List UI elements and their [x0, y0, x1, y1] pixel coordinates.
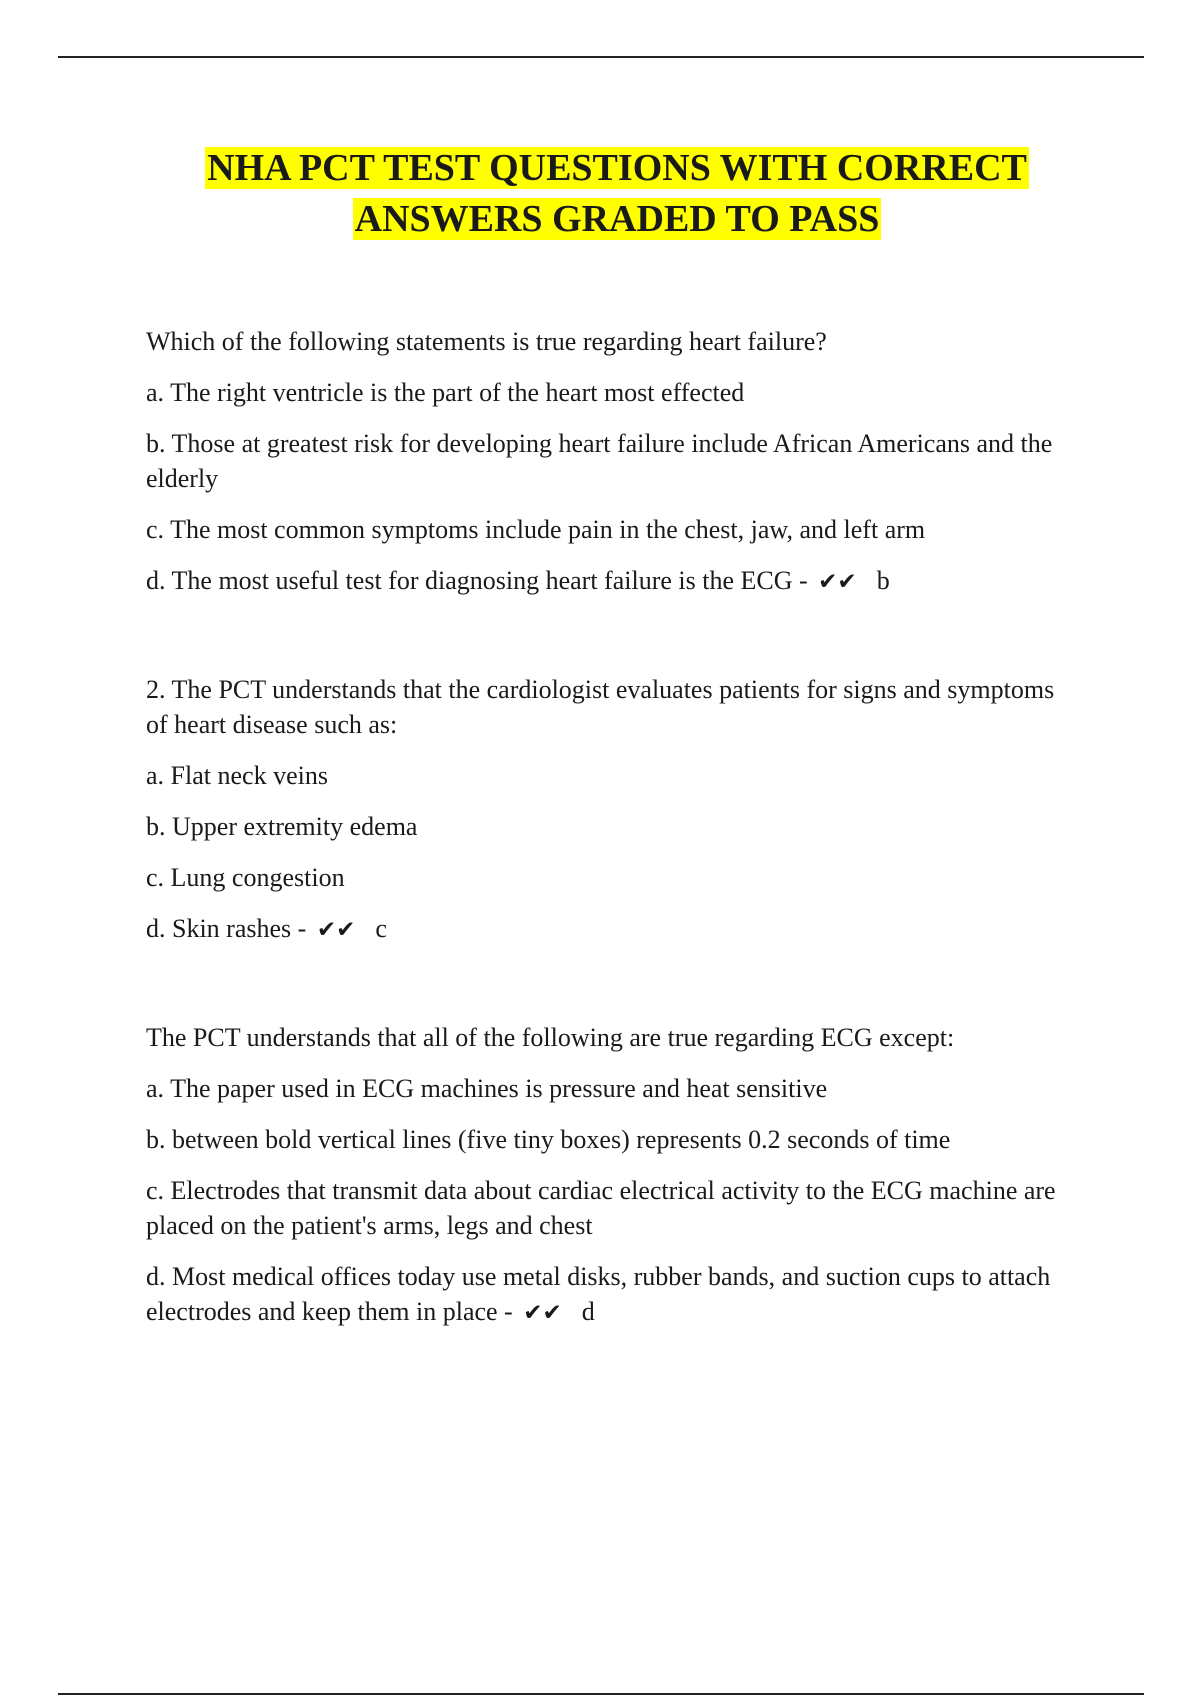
option-c: c. Lung congestion	[146, 863, 345, 892]
check-mark-icon: ✔✔	[818, 569, 857, 595]
option-d-text: d. Skin rashes -	[146, 914, 307, 943]
option-a: a. The right ventricle is the part of the heart most effected	[146, 378, 745, 407]
option-b: b. Those at greatest risk for developing heart failure include African Americans and the elderly	[146, 429, 1053, 493]
question-stem: 2. The PCT understands that the cardiologist evaluates patients for signs and symptoms of heart disease such as:	[146, 675, 1055, 739]
top-rule	[58, 56, 1144, 58]
option-c: c. Electrodes that transmit data about cardiac electrical activity to the ECG machine are placed on the patient's arms, legs and chest	[146, 1176, 1056, 1240]
question-3	[146, 1020, 1066, 1331]
option-c: c. The most common symptoms include pain in the chest, jaw, and left arm	[146, 515, 926, 544]
question-spacer	[146, 964, 1066, 1020]
option-d	[146, 911, 1066, 948]
answer-letter: b	[876, 566, 890, 595]
question-list	[146, 324, 1066, 1347]
answer-letter: d	[581, 1297, 595, 1326]
check-mark-icon: ✔✔	[523, 1300, 562, 1326]
option-d-text: d. Most medical offices today use metal disks, rubber bands, and suction cups to attach electrodes and keep them in place -	[146, 1262, 1051, 1326]
check-mark-icon: ✔✔	[316, 917, 356, 943]
option-a: a. The paper used in ECG machines is pressure and heat sensitive	[146, 1074, 828, 1103]
option-d	[146, 1259, 1066, 1331]
option-b: b. Upper extremity edema	[146, 812, 418, 841]
bottom-rule	[58, 1693, 1144, 1695]
answer-letter: c	[375, 914, 387, 943]
title-line-1: NHA PCT TEST QUESTIONS WITH CORRECT	[207, 147, 1027, 189]
title-line-2: ANSWERS GRADED TO PASS	[354, 198, 880, 240]
option-b: b. between bold vertical lines (five tiny boxes) represents 0.2 seconds of time	[146, 1125, 951, 1154]
question-stem: The PCT understands that all of the following are true regarding ECG except:	[146, 1023, 955, 1052]
question-stem: Which of the following statements is true regarding heart failure?	[146, 327, 827, 356]
option-d	[146, 563, 1066, 600]
question-1	[146, 324, 1066, 600]
document-title	[0, 143, 1200, 245]
question-spacer	[146, 616, 1066, 672]
option-a: a. Flat neck veins	[146, 761, 328, 790]
question-2	[146, 672, 1066, 948]
option-d-text: d. The most useful test for diagnosing heart failure is the ECG -	[146, 566, 808, 595]
